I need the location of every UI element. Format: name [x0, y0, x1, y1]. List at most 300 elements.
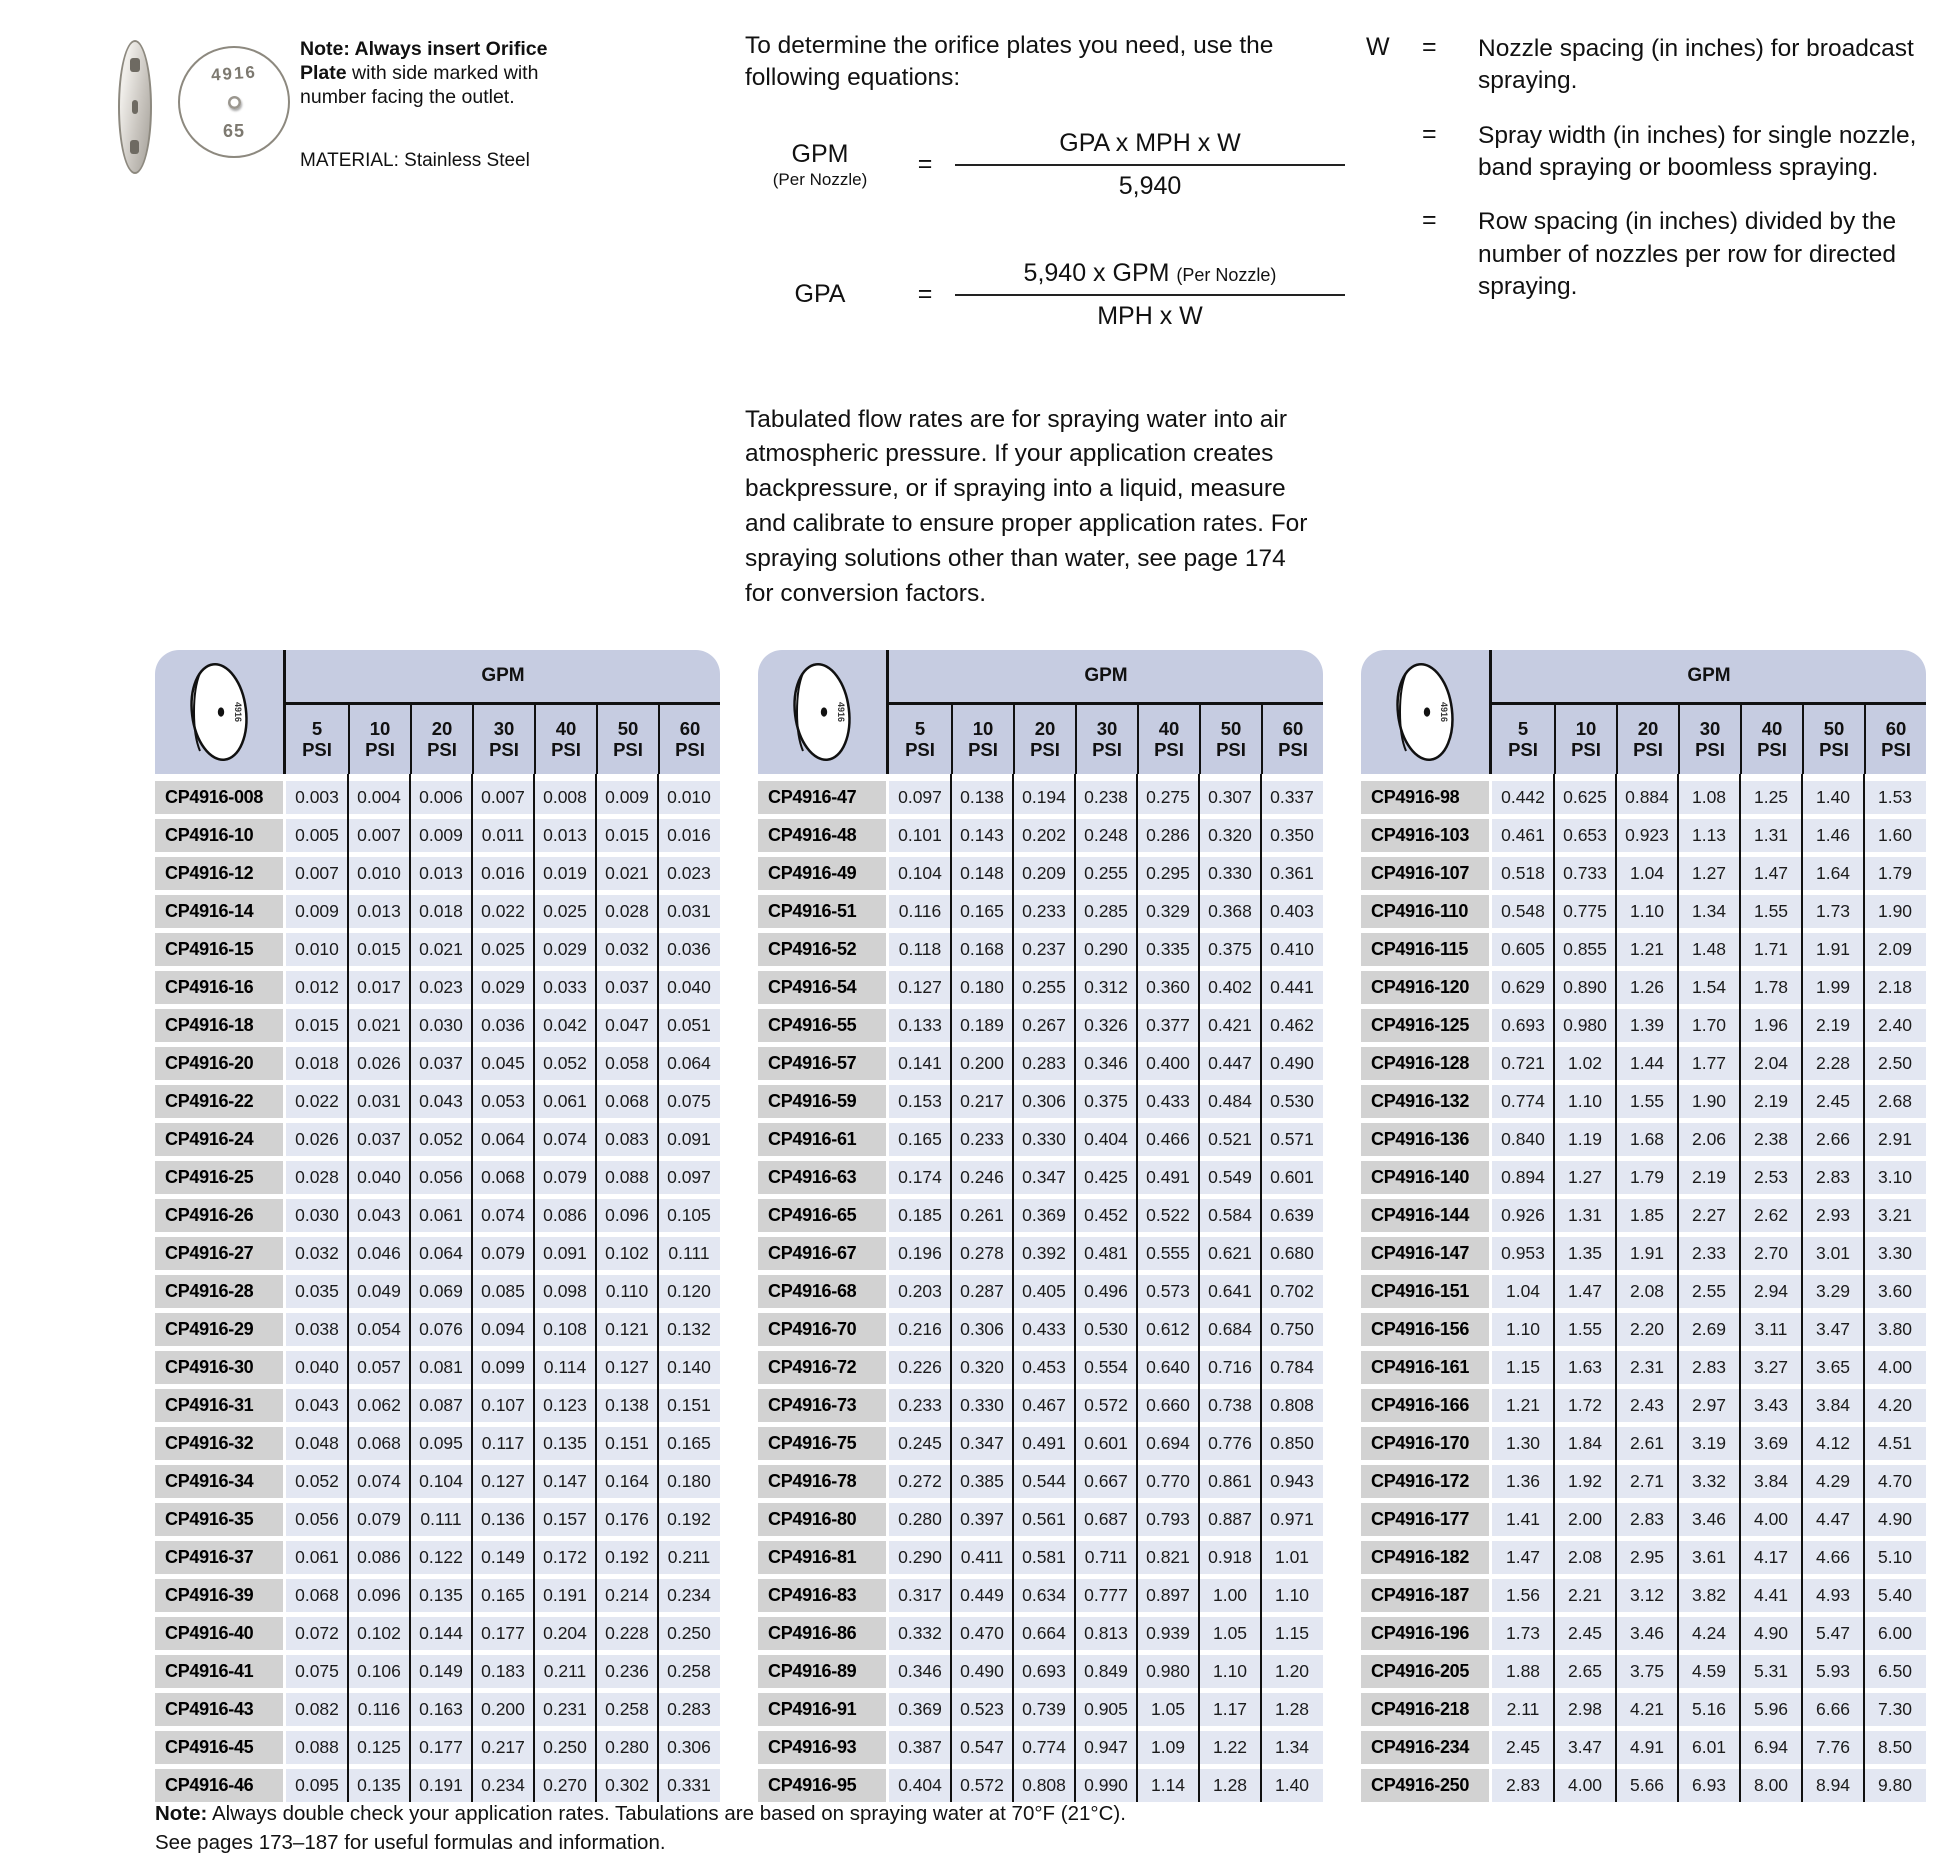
gpm-value-cell: 0.530 — [1075, 1313, 1137, 1346]
gpm-value-cell: 3.43 — [1740, 1389, 1802, 1422]
model-cell: CP4916-172 — [1361, 1465, 1489, 1498]
gpm-value-cell: 0.233 — [889, 1389, 951, 1422]
gpa-equation-numerator: 5,940 x GPM (Per Nozzle) — [1023, 258, 1277, 287]
gpm-value-cell: 3.60 — [1864, 1275, 1926, 1308]
gpm-value-cell: 3.10 — [1864, 1161, 1926, 1194]
gpm-value-cell: 0.052 — [534, 1047, 596, 1080]
gpm-value-cell: 0.306 — [658, 1731, 720, 1764]
model-cell: CP4916-55 — [758, 1009, 886, 1042]
gpm-value-cell: 0.490 — [1261, 1047, 1323, 1080]
gpm-value-cell: 0.470 — [951, 1617, 1013, 1650]
gpm-value-cell: 0.774 — [1013, 1731, 1075, 1764]
gpm-value-cell: 0.008 — [534, 781, 596, 814]
gpm-value-cell: 0.258 — [596, 1693, 658, 1726]
table-row — [758, 1389, 1323, 1422]
gpm-value-cell: 0.278 — [951, 1237, 1013, 1270]
gpm-value-cell: 2.83 — [1678, 1351, 1740, 1384]
table-row — [1361, 1503, 1926, 1536]
gpm-value-cell: 1.99 — [1802, 971, 1864, 1004]
gpm-value-cell: 0.122 — [410, 1541, 472, 1574]
gpm-value-cell: 0.102 — [596, 1237, 658, 1270]
gpm-value-cell: 0.091 — [658, 1123, 720, 1156]
gpm-value-cell: 0.770 — [1137, 1465, 1199, 1498]
model-cell: CP4916-161 — [1361, 1351, 1489, 1384]
table-row — [1361, 819, 1926, 852]
model-cell: CP4916-67 — [758, 1237, 886, 1270]
gpm-value-cell: 0.410 — [1261, 933, 1323, 966]
gpm-value-cell: 3.84 — [1802, 1389, 1864, 1422]
gpm-value-cell: 2.94 — [1740, 1275, 1802, 1308]
gpm-value-cell: 2.19 — [1740, 1085, 1802, 1118]
gpm-value-cell: 0.733 — [1554, 857, 1616, 890]
gpm-value-cell: 1.21 — [1492, 1389, 1554, 1422]
gpm-value-cell: 0.192 — [596, 1541, 658, 1574]
gpm-value-cell: 1.78 — [1740, 971, 1802, 1004]
gpm-value-cell: 2.45 — [1802, 1085, 1864, 1118]
gpm-value-cell: 0.116 — [348, 1693, 410, 1726]
gpm-value-cell: 0.214 — [596, 1579, 658, 1612]
table-row — [1361, 1655, 1926, 1688]
model-cell: CP4916-68 — [758, 1275, 886, 1308]
gpm-value-cell: 0.042 — [534, 1009, 596, 1042]
gpm-value-cell: 0.003 — [286, 781, 348, 814]
gpm-value-cell: 0.010 — [348, 857, 410, 890]
gpm-value-cell: 9.80 — [1864, 1769, 1926, 1802]
gpm-value-cell: 0.200 — [472, 1693, 534, 1726]
gpm-value-cell: 0.117 — [472, 1427, 534, 1460]
model-cell: CP4916-166 — [1361, 1389, 1489, 1422]
gpm-value-cell: 0.029 — [472, 971, 534, 1004]
table-row — [155, 1579, 720, 1612]
gpm-value-cell: 2.08 — [1554, 1541, 1616, 1574]
gpm-value-cell: 8.50 — [1864, 1731, 1926, 1764]
model-cell: CP4916-110 — [1361, 895, 1489, 928]
gpm-value-cell: 4.17 — [1740, 1541, 1802, 1574]
gpm-value-cell: 0.890 — [1554, 971, 1616, 1004]
gpm-value-cell: 1.91 — [1802, 933, 1864, 966]
gpm-value-cell: 0.330 — [1013, 1123, 1075, 1156]
gpm-value-cell: 1.04 — [1492, 1275, 1554, 1308]
table-row — [155, 1617, 720, 1650]
gpm-value-cell: 0.074 — [534, 1123, 596, 1156]
gpm-value-cell: 0.143 — [951, 819, 1013, 852]
table-row — [1361, 1123, 1926, 1156]
gpm-value-cell: 1.17 — [1199, 1693, 1261, 1726]
gpm-value-cell: 0.005 — [286, 819, 348, 852]
gpm-value-cell: 0.007 — [286, 857, 348, 890]
gpm-value-cell: 2.95 — [1616, 1541, 1678, 1574]
model-cell: CP4916-187 — [1361, 1579, 1489, 1612]
gpm-value-cell: 1.77 — [1678, 1047, 1740, 1080]
gpm-value-cell: 0.547 — [951, 1731, 1013, 1764]
gpm-value-cell: 0.099 — [472, 1351, 534, 1384]
gpm-value-cell: 3.47 — [1554, 1731, 1616, 1764]
psi-header-cell: 30 PSI — [1678, 705, 1740, 774]
model-cell: CP4916-29 — [155, 1313, 283, 1346]
gpm-value-cell: 0.561 — [1013, 1503, 1075, 1536]
gpm-value-cell: 0.185 — [889, 1199, 951, 1232]
gpm-value-cell: 0.776 — [1199, 1427, 1261, 1460]
gpm-value-cell: 0.980 — [1554, 1009, 1616, 1042]
psi-header-row — [1492, 705, 1926, 774]
gpm-value-cell: 1.73 — [1802, 895, 1864, 928]
table-row — [1361, 1047, 1926, 1080]
model-cell: CP4916-147 — [1361, 1237, 1489, 1270]
gpm-value-cell: 0.629 — [1492, 971, 1554, 1004]
gpm-value-cell: 0.884 — [1616, 781, 1678, 814]
flow-rate-table-3 — [1361, 650, 1926, 1807]
w-definition-text: Nozzle spacing (in inches) for broadcast spraying. — [1478, 35, 1914, 95]
gpm-value-cell: 0.135 — [348, 1769, 410, 1802]
gpm-value-cell: 1.25 — [1740, 781, 1802, 814]
gpm-value-cell: 0.605 — [1492, 933, 1554, 966]
gpm-value-cell: 0.404 — [889, 1769, 951, 1802]
gpm-value-cell: 0.923 — [1616, 819, 1678, 852]
model-cell: CP4916-80 — [758, 1503, 886, 1536]
gpm-value-cell: 0.203 — [889, 1275, 951, 1308]
gpm-value-cell: 0.165 — [472, 1579, 534, 1612]
gpm-value-cell: 0.625 — [1554, 781, 1616, 814]
gpm-value-cell: 0.295 — [1137, 857, 1199, 890]
model-cell: CP4916-14 — [155, 895, 283, 928]
gpm-value-cell: 0.010 — [286, 933, 348, 966]
gpm-value-cell: 1.36 — [1492, 1465, 1554, 1498]
gpm-value-cell: 8.00 — [1740, 1769, 1802, 1802]
gpm-value-cell: 1.27 — [1678, 857, 1740, 890]
gpm-value-cell: 0.491 — [1137, 1161, 1199, 1194]
gpm-value-cell: 4.90 — [1864, 1503, 1926, 1536]
model-cell: CP4916-10 — [155, 819, 283, 852]
gpm-column-group-label: GPM — [889, 650, 1323, 705]
gpm-value-cell: 4.90 — [1740, 1617, 1802, 1650]
gpm-value-cell: 0.411 — [951, 1541, 1013, 1574]
gpm-value-cell: 0.102 — [348, 1617, 410, 1650]
equals-sign: = — [1422, 206, 1437, 235]
table-row — [758, 1237, 1323, 1270]
psi-header-cell: 10 PSI — [951, 705, 1013, 774]
gpm-value-cell: 0.010 — [658, 781, 720, 814]
column-divider — [1012, 774, 1015, 1802]
gpm-value-cell: 0.246 — [951, 1161, 1013, 1194]
gpm-value-cell: 4.24 — [1678, 1617, 1740, 1650]
gpm-value-cell: 0.211 — [658, 1541, 720, 1574]
table-row — [758, 1465, 1323, 1498]
gpm-value-cell: 0.980 — [1137, 1655, 1199, 1688]
gpm-value-cell: 0.168 — [951, 933, 1013, 966]
gpm-value-cell: 0.007 — [348, 819, 410, 852]
gpm-value-cell: 4.70 — [1864, 1465, 1926, 1498]
gpm-value-cell: 0.523 — [951, 1693, 1013, 1726]
model-cell: CP4916-52 — [758, 933, 886, 966]
gpm-value-cell: 1.21 — [1616, 933, 1678, 966]
gpm-value-cell: 7.76 — [1802, 1731, 1864, 1764]
gpm-value-cell: 0.217 — [472, 1731, 534, 1764]
table-body — [155, 781, 720, 1802]
gpm-value-cell: 2.83 — [1492, 1769, 1554, 1802]
gpm-value-cell: 0.283 — [658, 1693, 720, 1726]
table-row — [1361, 1085, 1926, 1118]
gpm-value-cell: 2.19 — [1802, 1009, 1864, 1042]
gpm-value-cell: 0.425 — [1075, 1161, 1137, 1194]
gpm-value-cell: 0.283 — [1013, 1047, 1075, 1080]
column-divider — [657, 774, 660, 1802]
gpm-value-cell: 0.074 — [348, 1465, 410, 1498]
gpm-value-cell: 0.068 — [348, 1427, 410, 1460]
gpm-value-cell: 1.71 — [1740, 933, 1802, 966]
w-definition-text: Row spacing (in inches) divided by the number of nozzles per row for directed spraying. — [1478, 208, 1897, 300]
gpm-value-cell: 0.114 — [534, 1351, 596, 1384]
gpm-value-cell: 4.00 — [1740, 1503, 1802, 1536]
gpm-value-cell: 0.522 — [1137, 1199, 1199, 1232]
gpm-value-cell: 1.55 — [1616, 1085, 1678, 1118]
gpm-value-cell: 6.66 — [1802, 1693, 1864, 1726]
w-definitions — [1366, 33, 1936, 325]
gpm-value-cell: 0.397 — [951, 1503, 1013, 1536]
gpm-value-cell: 1.28 — [1261, 1693, 1323, 1726]
gpm-value-cell: 0.163 — [410, 1693, 472, 1726]
gpm-value-cell: 0.021 — [596, 857, 658, 890]
gpm-value-cell: 0.148 — [951, 857, 1013, 890]
insert-note-rest: with side marked with number facing the outlet. — [300, 61, 539, 108]
gpm-value-cell: 0.939 — [1137, 1617, 1199, 1650]
table-row — [155, 1275, 720, 1308]
column-divider — [1260, 774, 1263, 1802]
w-definition-row — [1366, 33, 1936, 98]
gpm-value-cell: 0.123 — [534, 1389, 596, 1422]
gpm-value-cell: 0.043 — [348, 1199, 410, 1232]
model-cell: CP4916-81 — [758, 1541, 886, 1574]
gpm-value-cell: 0.079 — [348, 1503, 410, 1536]
gpm-value-cell: 5.93 — [1802, 1655, 1864, 1688]
table-row — [758, 1503, 1323, 1536]
gpm-value-cell: 0.245 — [889, 1427, 951, 1460]
table-row — [1361, 781, 1926, 814]
gpm-value-cell: 0.462 — [1261, 1009, 1323, 1042]
gpm-value-cell: 0.346 — [1075, 1047, 1137, 1080]
gpm-value-cell: 0.072 — [286, 1617, 348, 1650]
gpm-value-cell: 0.555 — [1137, 1237, 1199, 1270]
column-divider — [347, 774, 350, 1802]
material-note: MATERIAL: Stainless Steel — [300, 150, 530, 171]
gpm-value-cell: 0.947 — [1075, 1731, 1137, 1764]
gpm-value-cell: 0.421 — [1199, 1009, 1261, 1042]
model-cell: CP4916-47 — [758, 781, 886, 814]
gpm-value-cell: 1.92 — [1554, 1465, 1616, 1498]
gpm-value-cell: 0.387 — [889, 1731, 951, 1764]
gpm-value-cell: 0.165 — [658, 1427, 720, 1460]
table-row — [758, 1123, 1323, 1156]
column-divider — [1074, 774, 1077, 1802]
gpm-value-cell: 1.10 — [1616, 895, 1678, 928]
model-cell: CP4916-49 — [758, 857, 886, 890]
model-cell: CP4916-43 — [155, 1693, 283, 1726]
gpm-value-cell: 0.204 — [534, 1617, 596, 1650]
gpm-value-cell: 0.653 — [1554, 819, 1616, 852]
psi-header-cell: 10 PSI — [1554, 705, 1616, 774]
gpm-value-cell: 0.442 — [1492, 781, 1554, 814]
gpm-value-cell: 0.905 — [1075, 1693, 1137, 1726]
model-cell: CP4916-103 — [1361, 819, 1489, 852]
gpm-value-cell: 0.466 — [1137, 1123, 1199, 1156]
table-header — [758, 650, 1323, 774]
gpm-value-cell: 0.086 — [534, 1199, 596, 1232]
gpm-value-cell: 0.777 — [1075, 1579, 1137, 1612]
gpm-value-cell: 1.96 — [1740, 1009, 1802, 1042]
model-cell: CP4916-32 — [155, 1427, 283, 1460]
gpm-value-cell: 0.548 — [1492, 895, 1554, 928]
model-cell: CP4916-12 — [155, 857, 283, 890]
gpm-value-cell: 0.051 — [658, 1009, 720, 1042]
table-row — [1361, 1617, 1926, 1650]
table-row — [155, 819, 720, 852]
gpm-value-cell: 0.149 — [410, 1655, 472, 1688]
gpm-value-cell: 8.94 — [1802, 1769, 1864, 1802]
gpm-value-cell: 1.10 — [1492, 1313, 1554, 1346]
gpm-value-cell: 0.106 — [348, 1655, 410, 1688]
table-row — [1361, 895, 1926, 928]
model-cell: CP4916-196 — [1361, 1617, 1489, 1650]
gpm-value-cell: 2.18 — [1864, 971, 1926, 1004]
gpm-value-cell: 0.043 — [410, 1085, 472, 1118]
gpm-value-cell: 0.074 — [472, 1199, 534, 1232]
gpm-value-cell: 2.19 — [1678, 1161, 1740, 1194]
table-row — [155, 971, 720, 1004]
gpm-value-cell: 3.01 — [1802, 1237, 1864, 1270]
psi-header-row — [286, 705, 720, 774]
gpm-value-cell: 0.097 — [889, 781, 951, 814]
gpm-value-cell: 0.121 — [596, 1313, 658, 1346]
gpm-value-cell: 1.90 — [1678, 1085, 1740, 1118]
gpm-value-cell: 0.216 — [889, 1313, 951, 1346]
gpm-equation — [745, 129, 1345, 201]
gpm-value-cell: 0.813 — [1075, 1617, 1137, 1650]
table-row — [155, 1161, 720, 1194]
gpm-value-cell: 3.47 — [1802, 1313, 1864, 1346]
model-cell: CP4916-125 — [1361, 1009, 1489, 1042]
gpm-value-cell: 0.138 — [951, 781, 1013, 814]
gpm-value-cell: 3.27 — [1740, 1351, 1802, 1384]
gpm-value-cell: 0.083 — [596, 1123, 658, 1156]
table-row — [1361, 1769, 1926, 1802]
gpm-value-cell: 2.28 — [1802, 1047, 1864, 1080]
column-divider — [950, 774, 953, 1802]
gpm-value-cell: 0.521 — [1199, 1123, 1261, 1156]
gpm-value-cell: 0.030 — [286, 1199, 348, 1232]
psi-header-row — [889, 705, 1323, 774]
flow-rate-table-2 — [758, 650, 1323, 1807]
table-row — [758, 1161, 1323, 1194]
gpm-value-cell: 0.255 — [1013, 971, 1075, 1004]
gpm-value-cell: 0.368 — [1199, 895, 1261, 928]
model-cell: CP4916-78 — [758, 1465, 886, 1498]
model-cell: CP4916-24 — [155, 1123, 283, 1156]
gpm-value-cell: 1.30 — [1492, 1427, 1554, 1460]
gpm-value-cell: 0.047 — [596, 1009, 658, 1042]
model-cell: CP4916-41 — [155, 1655, 283, 1688]
model-cell: CP4916-65 — [758, 1199, 886, 1232]
gpm-value-cell: 0.111 — [410, 1503, 472, 1536]
gpm-value-cell: 0.234 — [472, 1769, 534, 1802]
gpm-value-cell: 0.018 — [286, 1047, 348, 1080]
gpm-value-cell: 1.47 — [1492, 1541, 1554, 1574]
gpm-value-cell: 0.196 — [889, 1237, 951, 1270]
gpm-value-cell: 0.329 — [1137, 895, 1199, 928]
table-row — [758, 1731, 1323, 1764]
model-cell: CP4916-177 — [1361, 1503, 1489, 1536]
model-cell: CP4916-140 — [1361, 1161, 1489, 1194]
table-row — [758, 781, 1323, 814]
gpm-value-cell: 0.081 — [410, 1351, 472, 1384]
gpm-value-cell: 1.35 — [1554, 1237, 1616, 1270]
gpm-value-cell: 0.052 — [410, 1123, 472, 1156]
gpm-value-cell: 2.68 — [1864, 1085, 1926, 1118]
gpm-value-cell: 0.107 — [472, 1389, 534, 1422]
gpm-value-cell: 3.29 — [1802, 1275, 1864, 1308]
gpm-value-cell: 0.026 — [286, 1123, 348, 1156]
gpm-value-cell: 0.775 — [1554, 895, 1616, 928]
column-divider — [471, 774, 474, 1802]
psi-header-cell: 20 PSI — [1616, 705, 1678, 774]
gpm-value-cell: 3.30 — [1864, 1237, 1926, 1270]
gpm-value-cell: 0.581 — [1013, 1541, 1075, 1574]
gpm-value-cell: 0.258 — [658, 1655, 720, 1688]
gpm-value-cell: 0.021 — [348, 1009, 410, 1042]
table-header — [1361, 650, 1926, 774]
gpm-value-cell: 4.12 — [1802, 1427, 1864, 1460]
gpm-value-cell: 0.467 — [1013, 1389, 1075, 1422]
gpm-value-cell: 0.385 — [951, 1465, 1013, 1498]
gpm-value-cell: 3.82 — [1678, 1579, 1740, 1612]
gpm-value-cell: 0.118 — [889, 933, 951, 966]
table-row — [155, 1465, 720, 1498]
gpm-value-cell: 0.377 — [1137, 1009, 1199, 1042]
model-cell: CP4916-26 — [155, 1199, 283, 1232]
gpm-value-cell: 2.31 — [1616, 1351, 1678, 1384]
gpm-value-cell: 4.66 — [1802, 1541, 1864, 1574]
table-row — [758, 819, 1323, 852]
gpm-value-cell: 2.55 — [1678, 1275, 1740, 1308]
model-cell: CP4916-37 — [155, 1541, 283, 1574]
table-row — [758, 1617, 1323, 1650]
gpm-value-cell: 0.165 — [951, 895, 1013, 928]
equals-sign: = — [917, 280, 933, 309]
gpm-value-cell: 0.270 — [534, 1769, 596, 1802]
gpm-value-cell: 0.061 — [286, 1541, 348, 1574]
model-cell: CP4916-75 — [758, 1427, 886, 1460]
model-cell: CP4916-91 — [758, 1693, 886, 1726]
gpm-value-cell: 0.174 — [889, 1161, 951, 1194]
model-cell: CP4916-45 — [155, 1731, 283, 1764]
model-cell: CP4916-34 — [155, 1465, 283, 1498]
table-row — [758, 1579, 1323, 1612]
table-row — [1361, 1427, 1926, 1460]
gpm-value-cell: 0.667 — [1075, 1465, 1137, 1498]
gpm-value-cell: 0.209 — [1013, 857, 1075, 890]
gpm-value-cell: 0.392 — [1013, 1237, 1075, 1270]
gpm-value-cell: 0.147 — [534, 1465, 596, 1498]
gpm-equation-lhs-sub: (Per Nozzle) — [772, 169, 868, 189]
table-row — [155, 1237, 720, 1270]
gpm-value-cell: 0.028 — [286, 1161, 348, 1194]
orifice-plate-photo — [108, 28, 298, 188]
gpm-value-cell: 0.702 — [1261, 1275, 1323, 1308]
gpm-value-cell: 0.016 — [472, 857, 534, 890]
gpm-value-cell: 0.151 — [596, 1427, 658, 1460]
gpm-value-cell: 1.41 — [1492, 1503, 1554, 1536]
gpm-value-cell: 2.71 — [1616, 1465, 1678, 1498]
psi-header-cell: 60 PSI — [1864, 705, 1926, 774]
gpm-value-cell: 0.031 — [658, 895, 720, 928]
